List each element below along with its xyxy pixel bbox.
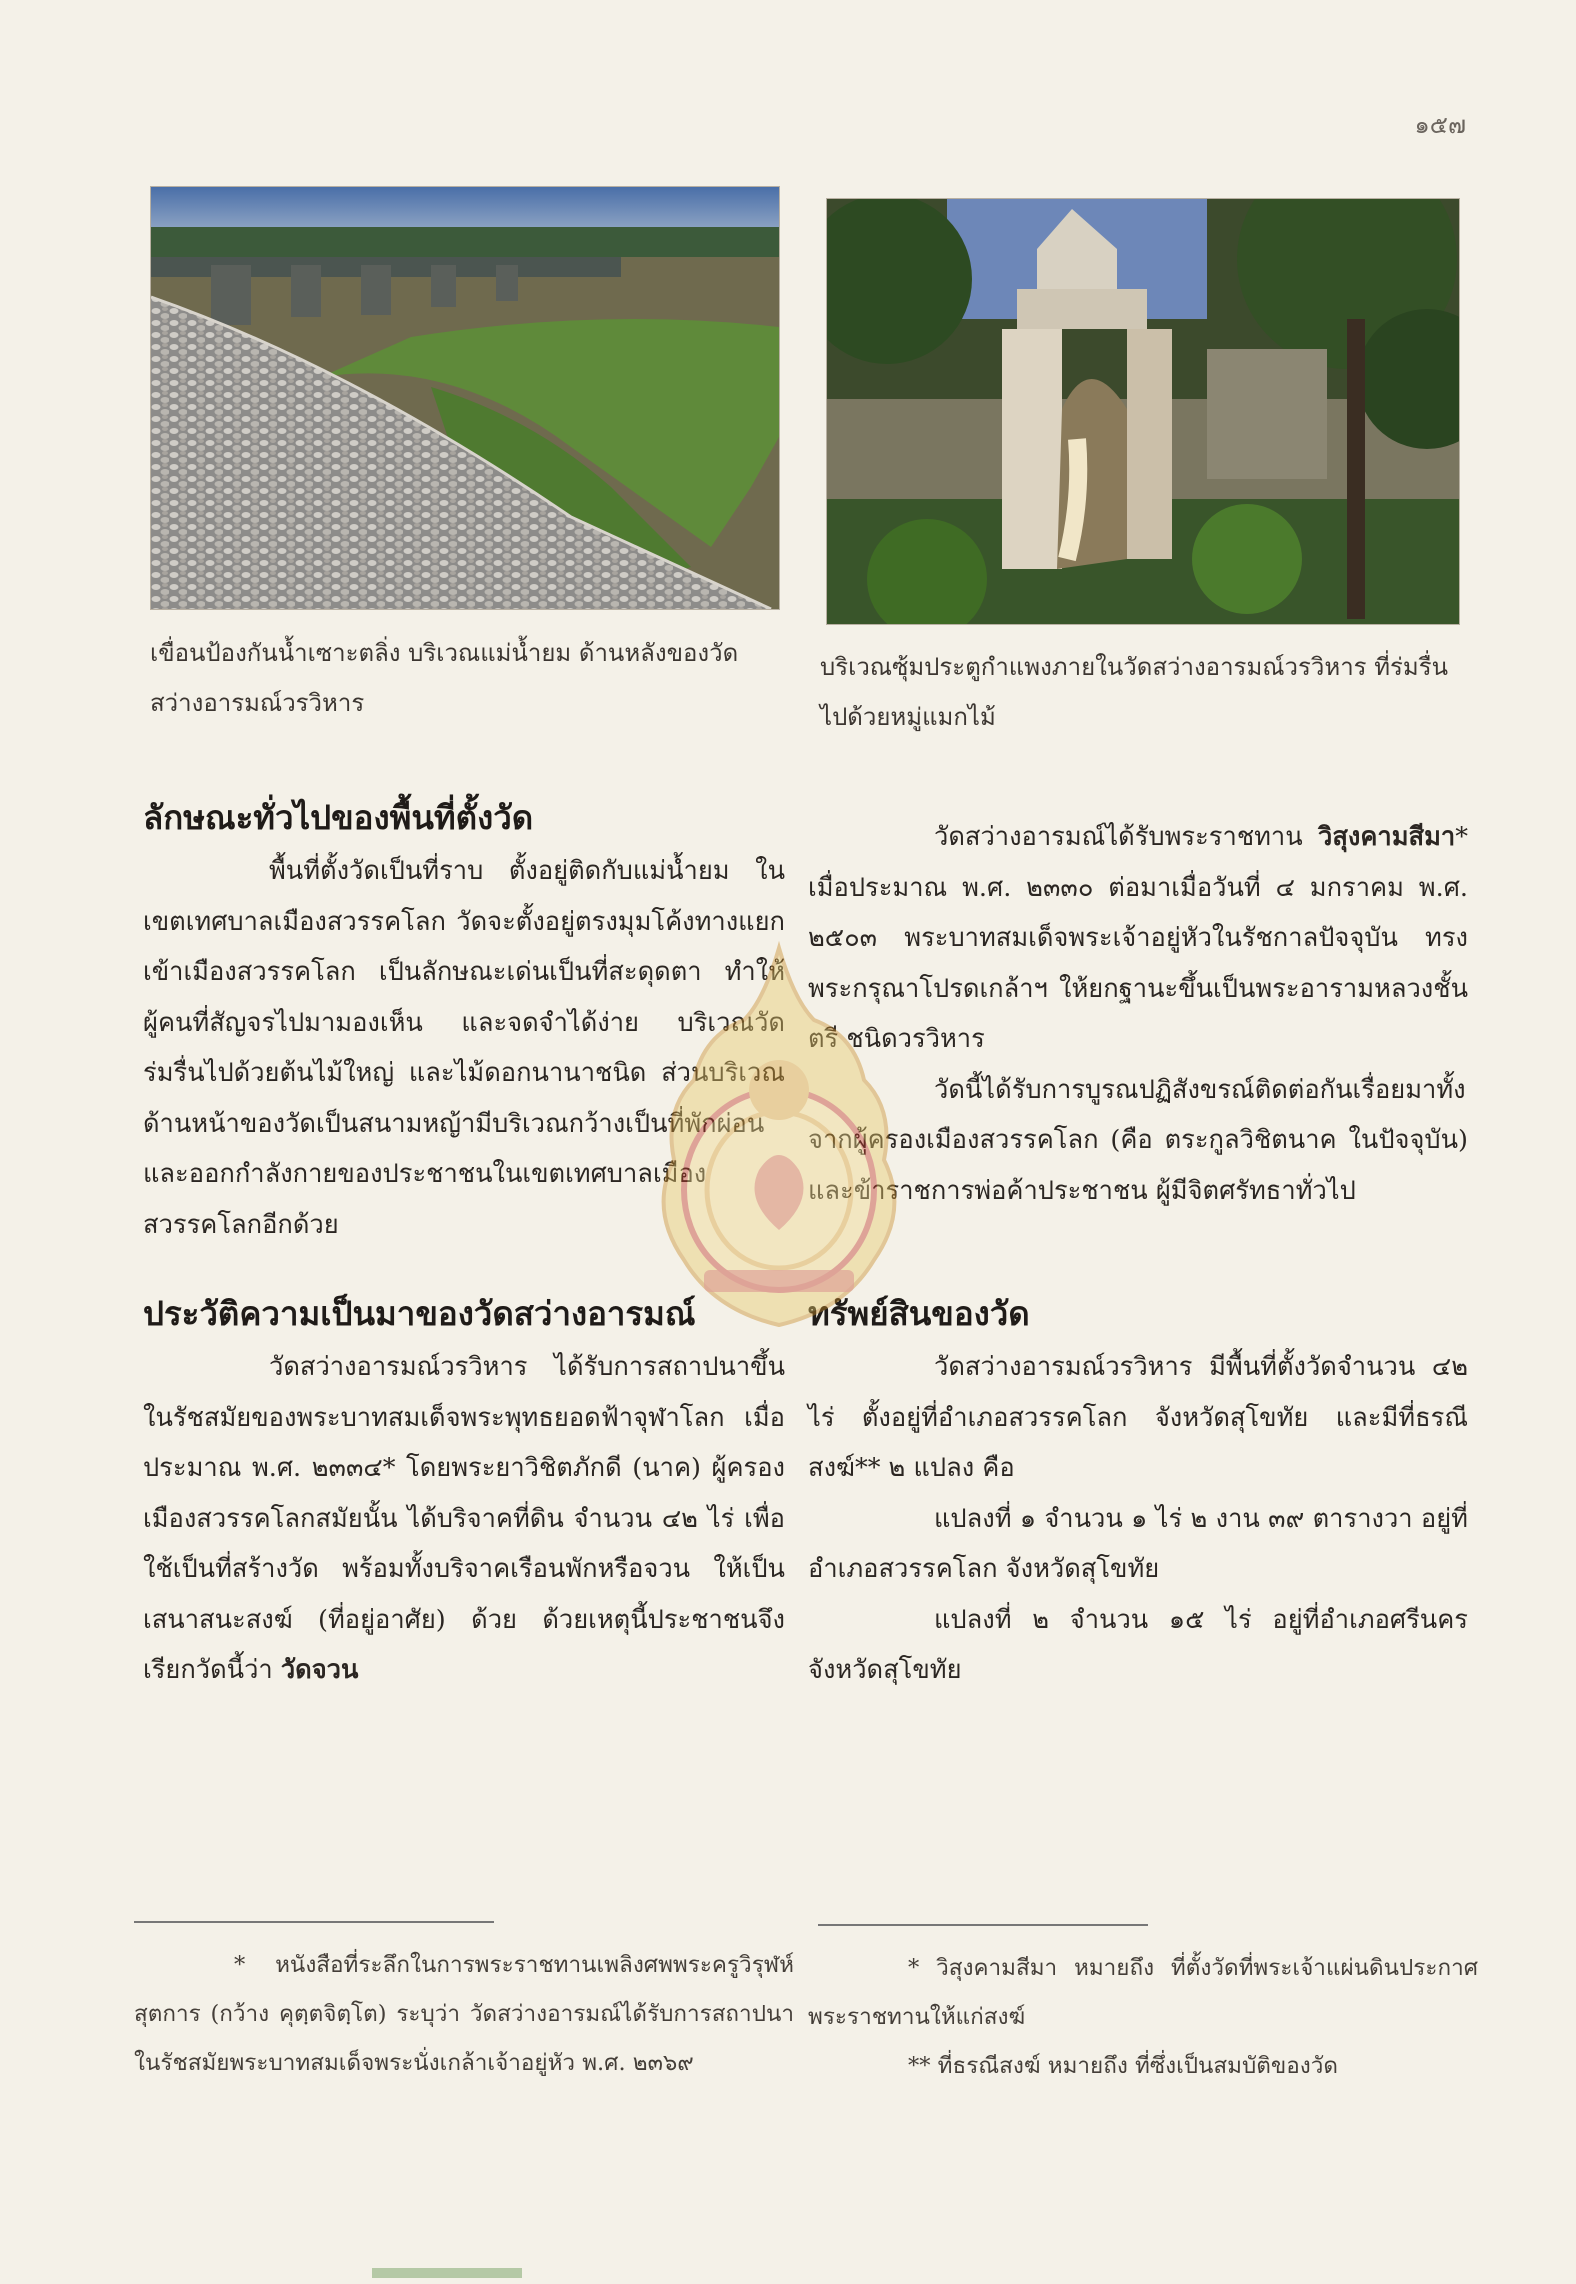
gate-photo xyxy=(826,198,1460,625)
history-text: วัดสว่างอารมณ์วรวิหาร ได้รับการสถาปนาขึ้นในรัชสมัยของพระบาทสมเด็จพระพุทธยอดฟ้าจุฬาโลก เมื่อประมาณ พ.ศ. ๒๓๓๔* โดยพระยาวิชิตภักดี (นาค) ผู้ครองเมืองสวรรคโลกสมัยนั้น ได้บริจาคที่ดิน จำนวน ๔๒ ไร่ เพื่อใช้เป็นที่สร้างวัด พร้อมทั้งบริจาคเรือนพักหรือจวน ให้เป็นเสนาสนะสงฆ์ (ที่อยู่อาศัย) ด้วย ด้วยเหตุนี้ประชาชนจึงเรียกวัดนี้ว่า xyxy=(143,1352,785,1685)
visungkhamsima-bold: วิสุงคามสีมา xyxy=(1318,822,1456,852)
heading-general-area: ลักษณะทั่วไปของพื้นที่ตั้งวัด xyxy=(143,798,534,837)
paragraph-history xyxy=(143,1342,785,1696)
heading-history: ประวัติความเป็นมาของวัดสว่างอารมณ์ xyxy=(143,1294,696,1333)
paragraph-assets: วัดสว่างอารมณ์วรวิหาร มีพื้นที่ตั้งวัดจำนวน ๔๒ ไร่ ตั้งอยู่ที่อำเภอสวรรคโลก จังหวัดสุโขทัย และมีที่ธรณีสงฆ์** ๒ แปลง คือ xyxy=(808,1352,1468,1483)
footnote-visungkhamsima: * วิสุงคามสีมา หมายถึง ที่ตั้งวัดที่พระเจ้าแผ่นดินประกาศพระราชทานให้แก่สงฆ์ xyxy=(808,1955,1478,2030)
visungkhamsima-text-b: * เมื่อประมาณ พ.ศ. ๒๓๓๐ ต่อมาเมื่อวันที่ ๔ มกราคม พ.ศ. ๒๕๐๓ พระบาทสมเด็จพระเจ้าอยู่หัวในรัชกาลปัจจุบัน ทรงพระกรุณาโปรดเกล้าฯ ให้ยกฐานะขึ้นเป็นพระอารามหลวงชั้นตรี ชนิดวรวิหาร xyxy=(808,822,1468,1054)
heading-assets: ทรัพย์สินของวัด xyxy=(808,1294,1030,1333)
paragraph-restoration: วัดนี้ได้รับการบูรณปฏิสังขรณ์ติดต่อกันเรื่อยมาทั้งจากผู้ครองเมืองสวรรคโลก (คือ ตระกูลวิชิตนาค ในปัจจุบัน) และข้าราชการพ่อค้าประชาชน ผู้มีจิตศรัทธาทั่วไป xyxy=(808,1074,1468,1206)
paragraph-plot-2: แปลงที่ ๒ จำนวน ๑๕ ไร่ อยู่ที่อำเภอศรีนคร จังหวัดสุโขทัย xyxy=(808,1604,1468,1685)
footnote-divider xyxy=(134,1921,494,1923)
visungkhamsima-text-a: วัดสว่างอารมณ์ได้รับพระราชทาน xyxy=(934,822,1303,852)
footnotes-right xyxy=(808,1924,1478,2091)
footnote-thoranisong: ** ที่ธรณีสงฆ์ หมายถึง ที่ซึ่งเป็นสมบัติของวัด xyxy=(908,2053,1339,2079)
footnote-divider xyxy=(818,1924,1148,1926)
left-column xyxy=(143,790,785,1696)
paragraph-plot-1: แปลงที่ ๑ จำนวน ๑ ไร่ ๒ งาน ๓๙ ตารางวา อยู่ที่อำเภอสวรรคโลก จังหวัดสุโขทัย xyxy=(808,1503,1468,1584)
footnote-left-text: * หนังสือที่ระลึกในการพระราชทานเพลิงศพพระครูวิรุฬห์สุตการ (กว้าง คุตฺตจิตฺโต) ระบุว่า วัดสว่างอารมณ์ได้รับการสถาปนาในรัชสมัยพระบาทสมเด็จพระนั่งเกล้าเจ้าอยู่หัว พ.ศ. ๒๓๖๙ xyxy=(134,1952,794,2076)
history-bold-term: วัดจวน xyxy=(280,1655,359,1685)
gate-illustration xyxy=(827,199,1459,624)
page-number: ๑๕๗ xyxy=(1414,111,1466,139)
embankment-illustration xyxy=(151,187,779,609)
embankment-photo xyxy=(150,186,780,610)
photo-caption-right: บริเวณซุ้มประตูกำแพงภายในวัดสว่างอารมณ์วรวิหาร ที่ร่มรื่นไปด้วยหมู่แมกไม้ xyxy=(820,653,1449,731)
paragraph-general-area: พื้นที่ตั้งวัดเป็นที่ราบ ตั้งอยู่ติดกับแม่น้ำยม ในเขตเทศบาลเมืองสวรรคโลก วัดจะตั้งอยู่ตรงมุมโค้งทางแยกเข้าเมืองสวรรคโลก เป็นลักษณะเด่นเป็นที่สะดุดตา ทำให้ผู้คนที่สัญจรไปมามองเห็น และจดจำได้ง่าย บริเวณวัดร่มรื่นไปด้วยต้นไม้ใหญ่ และไม้ดอกนานาชนิด ส่วนบริเวณด้านหน้าของวัดเป็นสนามหญ้ามีบริเวณกว้างเป็นที่พักผ่อน และออกกำลังกายของประชาชนในเขตเทศบาลเมืองสวรรคโลกอีกด้วย xyxy=(143,856,785,1240)
right-column xyxy=(808,812,1468,1696)
paragraph-visungkhamsima xyxy=(808,812,1468,1065)
photo-caption-left: เขื่อนป้องกันน้ำเซาะตลิ่ง บริเวณแม่น้ำยม ด้านหลังของวัดสว่างอารมณ์วรวิหาร xyxy=(150,639,739,717)
footnotes-left xyxy=(134,1921,794,2088)
page-edge-mark xyxy=(372,2268,522,2278)
